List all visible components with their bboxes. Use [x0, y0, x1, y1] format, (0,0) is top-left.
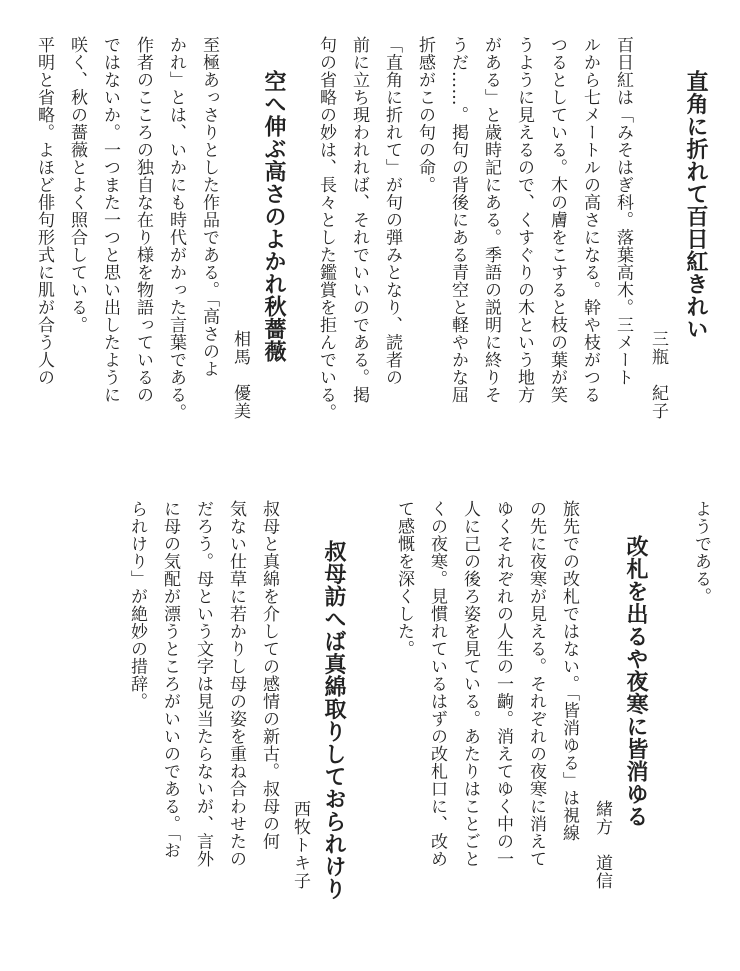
- commentary-line: 気ない仕草に若かりし母の姿を重ね合わせたの: [226, 500, 246, 868]
- haiku-title: 空へ伸ぶ高さのよかれ秋薔薇: [261, 70, 287, 363]
- commentary-line: 叔母と真綿を介しての感情の新古。叔母の何: [259, 500, 279, 850]
- commentary-line: 句の省略の妙は、長々とした鑑賞を拒んでいる。: [316, 36, 336, 421]
- haiku-title: 改札を出るや夜寒に皆消ゆる: [623, 535, 649, 828]
- commentary-line: うように見えるので、くすぐりの木という地方: [514, 36, 534, 404]
- commentary-line: られけり」が絶妙の措辞。: [127, 500, 147, 710]
- commentary-line: 咲く、秋の薔薇とよく照合している。: [67, 36, 87, 334]
- commentary-line: の先に夜寒が見える。それぞれの夜寒に消えて: [526, 500, 546, 868]
- commentary-line: 人に己の後ろ姿を見ている。あたりはことごと: [460, 500, 480, 868]
- commentary-line: 平明と省略。よほど俳句形式に肌が合う人の: [34, 36, 54, 386]
- commentary-line: 作者のこころの独自な在り様を物語っているの: [133, 36, 153, 404]
- commentary-line: ようである。: [691, 500, 711, 605]
- commentary-line: 百日紅は「みそはぎ科。落葉高木。三メート: [613, 36, 633, 386]
- haiku-author: 西牧トキ子: [290, 800, 310, 890]
- commentary-line: て感慨を深くした。: [394, 500, 414, 658]
- haiku-author: 三瓶 紀子: [648, 330, 668, 420]
- commentary-line: だろう。母という文字は見当たらないが、言外: [193, 500, 213, 868]
- commentary-line: 旅先での改札ではない。「皆消ゆる」は視線: [559, 500, 579, 842]
- commentary-line: 至極あっさりとした作品である。「高さのよ: [199, 36, 219, 378]
- commentary-line: 「直角に折れて」が句の弾みとなり、読者の: [382, 36, 402, 386]
- commentary-line: 前に立ち現われれば、それでいいのである。掲: [349, 36, 369, 404]
- commentary-line: 折感がこの句の命。: [415, 36, 435, 194]
- haiku-title: 叔母訪へば真綿取りしておられけり: [321, 540, 347, 900]
- commentary-line: かれ」とは、いかにも時代がかった言葉である。: [166, 36, 186, 421]
- commentary-line: に母の気配が漂うところがいいのである。「お: [160, 500, 180, 859]
- commentary-line: ゆくそれぞれの人生の一齣。消えてゆく中の一: [493, 500, 513, 868]
- haiku-author: 相馬 優美: [230, 330, 250, 420]
- haiku-author: 緒方 道信: [592, 800, 612, 890]
- haiku-title: 直角に折れて百日紅きれい: [683, 70, 709, 340]
- commentary-line: ではないか。一つまた一つと思い出したように: [100, 36, 120, 404]
- commentary-line: くの夜寒。見慣れているはずの改札口に、改め: [427, 500, 447, 868]
- commentary-line: つるとしている。木の膚をこすると枝の葉が笑: [547, 36, 567, 404]
- commentary-line: ルから七メートルの高さになる。幹や枝がつる: [580, 36, 600, 404]
- commentary-line: うだ……。掲句の背後にある青空と軽やかな屈: [448, 36, 468, 404]
- commentary-line: がある」と歳時記にある。季語の説明に終りそ: [481, 36, 501, 404]
